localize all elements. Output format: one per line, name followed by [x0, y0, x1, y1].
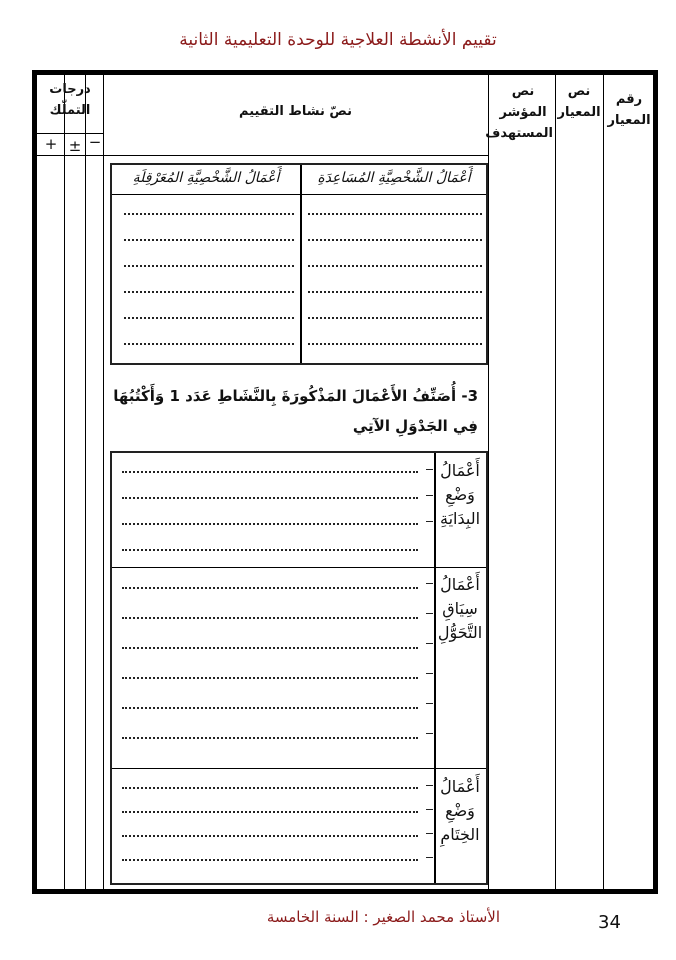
characters-table: [110, 163, 488, 365]
col-divider: [85, 75, 86, 889]
question-3: 3- أُصَنِّفُ الأَعْمَالَ المَذْكُورَةَ بِالنَّشَاطِ عَدَد 1 وَأَكْتُبُهَا فِي الجَدْوَلِ الآتِي: [113, 387, 478, 435]
helpers-header: أَعْمَالُ الشَّخْصِيَّةِ المُسَاعِدَةِ: [317, 170, 471, 186]
header-criterion-text: نص المعيار: [557, 84, 601, 120]
col-divider: [64, 75, 65, 889]
col-divider: [103, 75, 104, 889]
evaluation-table: [32, 70, 658, 894]
page-title: تقييم الأنشطة العلاجية للوحدة التعليمية الثانية: [179, 30, 497, 50]
blockers-header: أَعْمَالُ الشَّخْصِيَّةِ المُعَرْقِلَةِ: [132, 170, 280, 186]
row-label-transition: أَعْمَالُ سِيَاقِ التَّحَوُّلِ: [437, 575, 483, 642]
row-label-beginning: أَعْمَالُ وَضْعِ البِدَايَةِ: [439, 461, 481, 528]
header-criterion-number: رقم المعيار: [607, 92, 651, 128]
header-divider: [103, 155, 488, 156]
row-label-ending: أَعْمَالُ وَضْعِ الخِتَامِ: [440, 777, 480, 844]
header-mastery-levels: درجات التملّك: [49, 82, 91, 118]
header-divider: [37, 155, 103, 156]
header-target-indicator: نص المؤشر المستهدف: [485, 84, 553, 141]
mastery-plus-minus: ±: [68, 137, 82, 155]
col-divider: [488, 75, 489, 889]
page-number: 34: [598, 912, 621, 933]
mastery-minus: −: [88, 133, 102, 151]
mastery-plus: +: [44, 135, 58, 153]
header-activity-text: نصّ نشاط التقييم: [239, 104, 352, 119]
actions-table: [110, 451, 488, 885]
footer-teacher: الأستاذ محمد الصغير : السنة الخامسة: [266, 908, 500, 926]
col-divider: [555, 75, 556, 889]
col-divider: [603, 75, 604, 889]
